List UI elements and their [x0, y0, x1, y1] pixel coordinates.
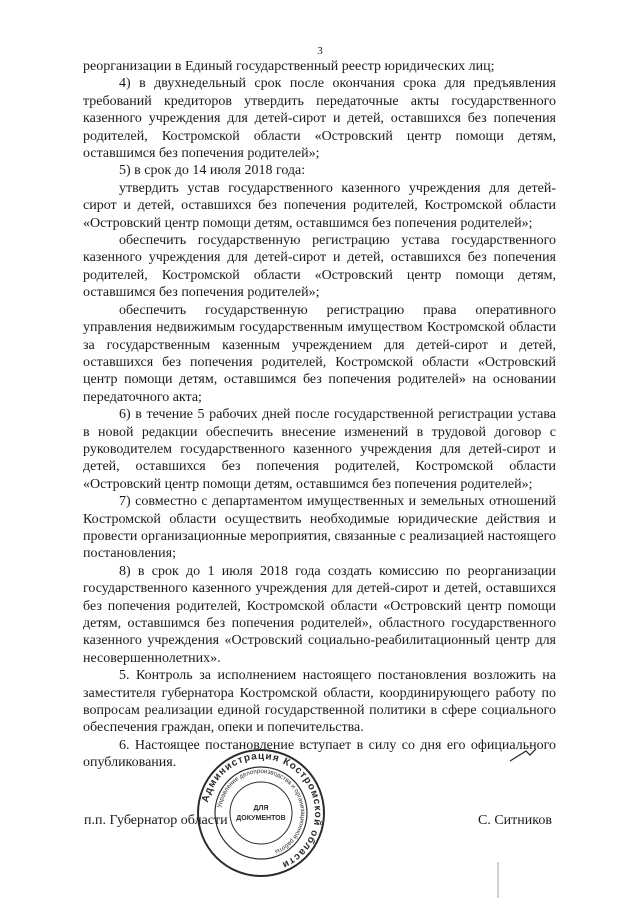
paragraph: обеспечить государственную регистрацию права оперативного управления недвижимым государственным имуществом Костромской области за государственным казенным учреждением для детей-сирот и детей, оставшихся без попечения родителей, Костромской области «Островский центр помощи детям, оставшимся без попечения родителей» на основании передаточного акта;: [83, 302, 556, 405]
signature-mark: [508, 745, 538, 765]
stamp-center-line2: ДОКУМЕНТОВ: [236, 815, 286, 822]
stamp-outer-text: Администрация Костромской области: [200, 750, 324, 871]
stamp-inner-text: Управление делопроизводства и организационной работы: [216, 767, 307, 856]
stamp-center-line1: ДЛЯ: [253, 805, 269, 812]
paragraph: 4) в двухнедельный срок после окончания срока для предъявления требований кредиторов утвердить передаточные акты государственного казенного учреждения для детей-сирот и детей, оставшихся без попечения родителей, Костромской области «Островский центр помощи детям, оставшимся без попечения родителей»;: [83, 76, 556, 162]
document-body: [83, 58, 556, 772]
signatory-name: С. Ситников: [478, 813, 552, 828]
paragraph: обеспечить государственную регистрацию устава государственного казенного учреждения для детей-сирот и детей, оставшихся без попечения родителей, Костромской области «Островский центр помощи детям, оставшимся без попечения родителей»;: [83, 233, 556, 301]
official-stamp: [196, 748, 326, 878]
paragraph: 8) в срок до 1 июля 2018 года создать комиссию по реорганизации государственного казенного учреждения для детей-сирот и детей, оставшихся без попечения родителей, Костромской области «Островский центр помощи детям, оставшимся без попечения родителей», областного государственного казенного учреждения «Островский социально-реабилитационный центр для несовершеннолетних».: [83, 563, 556, 666]
signatory-title: п.п. Губернатор области: [84, 813, 228, 828]
paragraph: утвердить устав государственного казенного учреждения для детей-сирот и детей, оставшихся без попечения родителей, Костромской области «Островский центр помощи детям, оставшимся без попечения родителей»;: [83, 180, 556, 231]
paragraph: 6. Настоящее постановление вступает в силу со дня его официального опубликования.: [83, 737, 556, 771]
paragraph: реорганизации в Единый государственный реестр юридических лиц;: [83, 59, 495, 74]
page-number: 3: [317, 45, 323, 57]
paragraph: 7) совместно с департаментом имущественных и земельных отношений Костромской области осуществить необходимые юридические действия и провести организационные мероприятия, связанные с реализацией настоящего постановления;: [83, 494, 556, 562]
margin-mark: [492, 860, 504, 900]
paragraph: 5. Контроль за исполнением настоящего постановления возложить на заместителя губернатора Костромской области, координирующего работу по вопросам реализации единой государственной политики в сфере социального обеспечения граждан, опеки и попечительства.: [83, 668, 556, 736]
paragraph: 6) в течение 5 рабочих дней после государственной регистрации устава в новой редакции обеспечить внесение изменений в трудовой договор с руководителем государственного казенного учреждения для детей-сирот и детей, оставшихся без попечения родителей, Костромской области «Островский центр помощи детям, оставшимся без попечения родителей»;: [83, 407, 556, 492]
paragraph: 5) в срок до 14 июля 2018 года:: [119, 163, 306, 179]
